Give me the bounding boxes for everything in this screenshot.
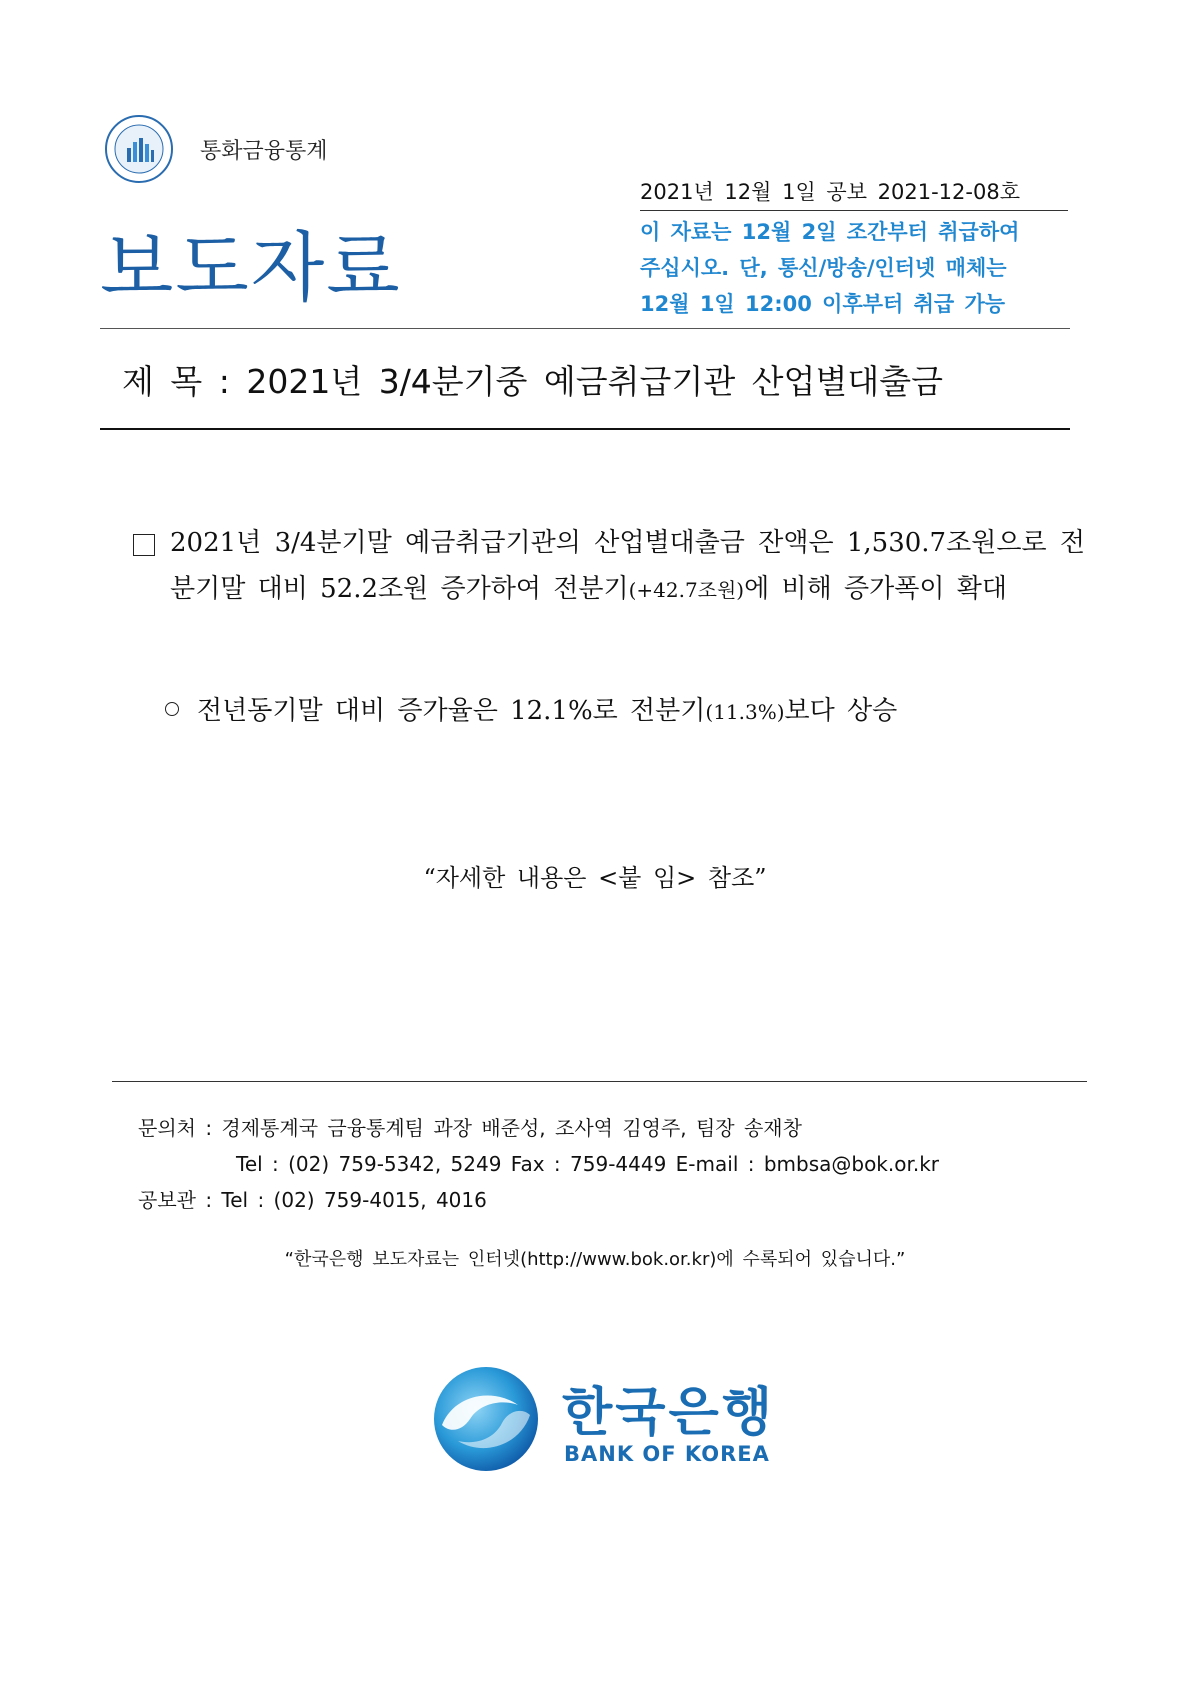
contact-press-office: 공보관 : Tel : (02) 759-4015, 4016 — [138, 1188, 487, 1212]
embargo-line: 12월 1일 12:00 이후부터 취급 가능 — [640, 292, 1006, 316]
press-release-title: 보도자료 — [100, 223, 402, 312]
sub-bullet-previous-rate: (11.3%) — [705, 700, 785, 724]
contact-phone-email: Tel : (02) 759-5342, 5249 Fax : 759-4449 E-mail : bmbsa@bok.or.kr — [236, 1152, 940, 1176]
subject-divider — [100, 428, 1070, 430]
embargo-line: 이 자료는 12월 2일 조간부터 취급하여 — [640, 220, 1020, 244]
bank-name-korean: 한국은행 — [562, 1383, 775, 1443]
bank-of-korea-emblem-icon — [432, 1365, 540, 1473]
website-note: “한국은행 보도자료는 인터넷(http://www.bok.or.kr)에 수록되어 있습니다.” — [284, 1249, 906, 1270]
summary-text: 2021년 3/4분기말 예금취급기관의 산업별대출금 잔액은 1,530.7조원으로 전분기말 대비 52.2조원 증가하여 전분기 — [170, 528, 1085, 604]
release-date-line: 2021년 12월 1일 공보 2021-12-08호 — [640, 176, 1068, 211]
contact-inquiry: 문의처 : 경제통계국 금융통계팀 과장 배준성, 조사역 김영주, 팀장 송재창 — [138, 1116, 802, 1140]
summary-paragraph — [170, 520, 1085, 613]
embargo-line: 주십시오. 단, 통신/방송/인터넷 매체는 — [640, 256, 1007, 280]
sub-bullet-text: 전년동기말 대비 증가율은 12.1%로 전분기 — [197, 696, 706, 726]
summary-text-end: 에 비해 증가폭이 확대 — [744, 574, 1007, 604]
embargo-notice — [640, 214, 1070, 322]
header-divider — [100, 328, 1070, 329]
contact-block — [138, 1110, 939, 1218]
sub-bullet-text-end: 보다 상승 — [784, 696, 898, 726]
document-subject: 제 목 : 2021년 3/4분기중 예금취급기관 산업별대출금 — [122, 362, 943, 401]
statistics-category: 통화금융통계 — [200, 139, 328, 164]
attachment-reference: “자세한 내용은 <붙 임> 참조” — [423, 864, 767, 892]
national-statistics-logo — [104, 114, 174, 184]
summary-previous-change: (+42.7조원) — [628, 578, 745, 602]
contact-divider — [112, 1081, 1087, 1082]
bank-name-english: BANK OF KOREA — [564, 1442, 770, 1466]
sub-bullet-point — [165, 690, 897, 727]
square-bullet-icon — [133, 534, 155, 556]
circle-bullet-icon — [165, 702, 179, 716]
